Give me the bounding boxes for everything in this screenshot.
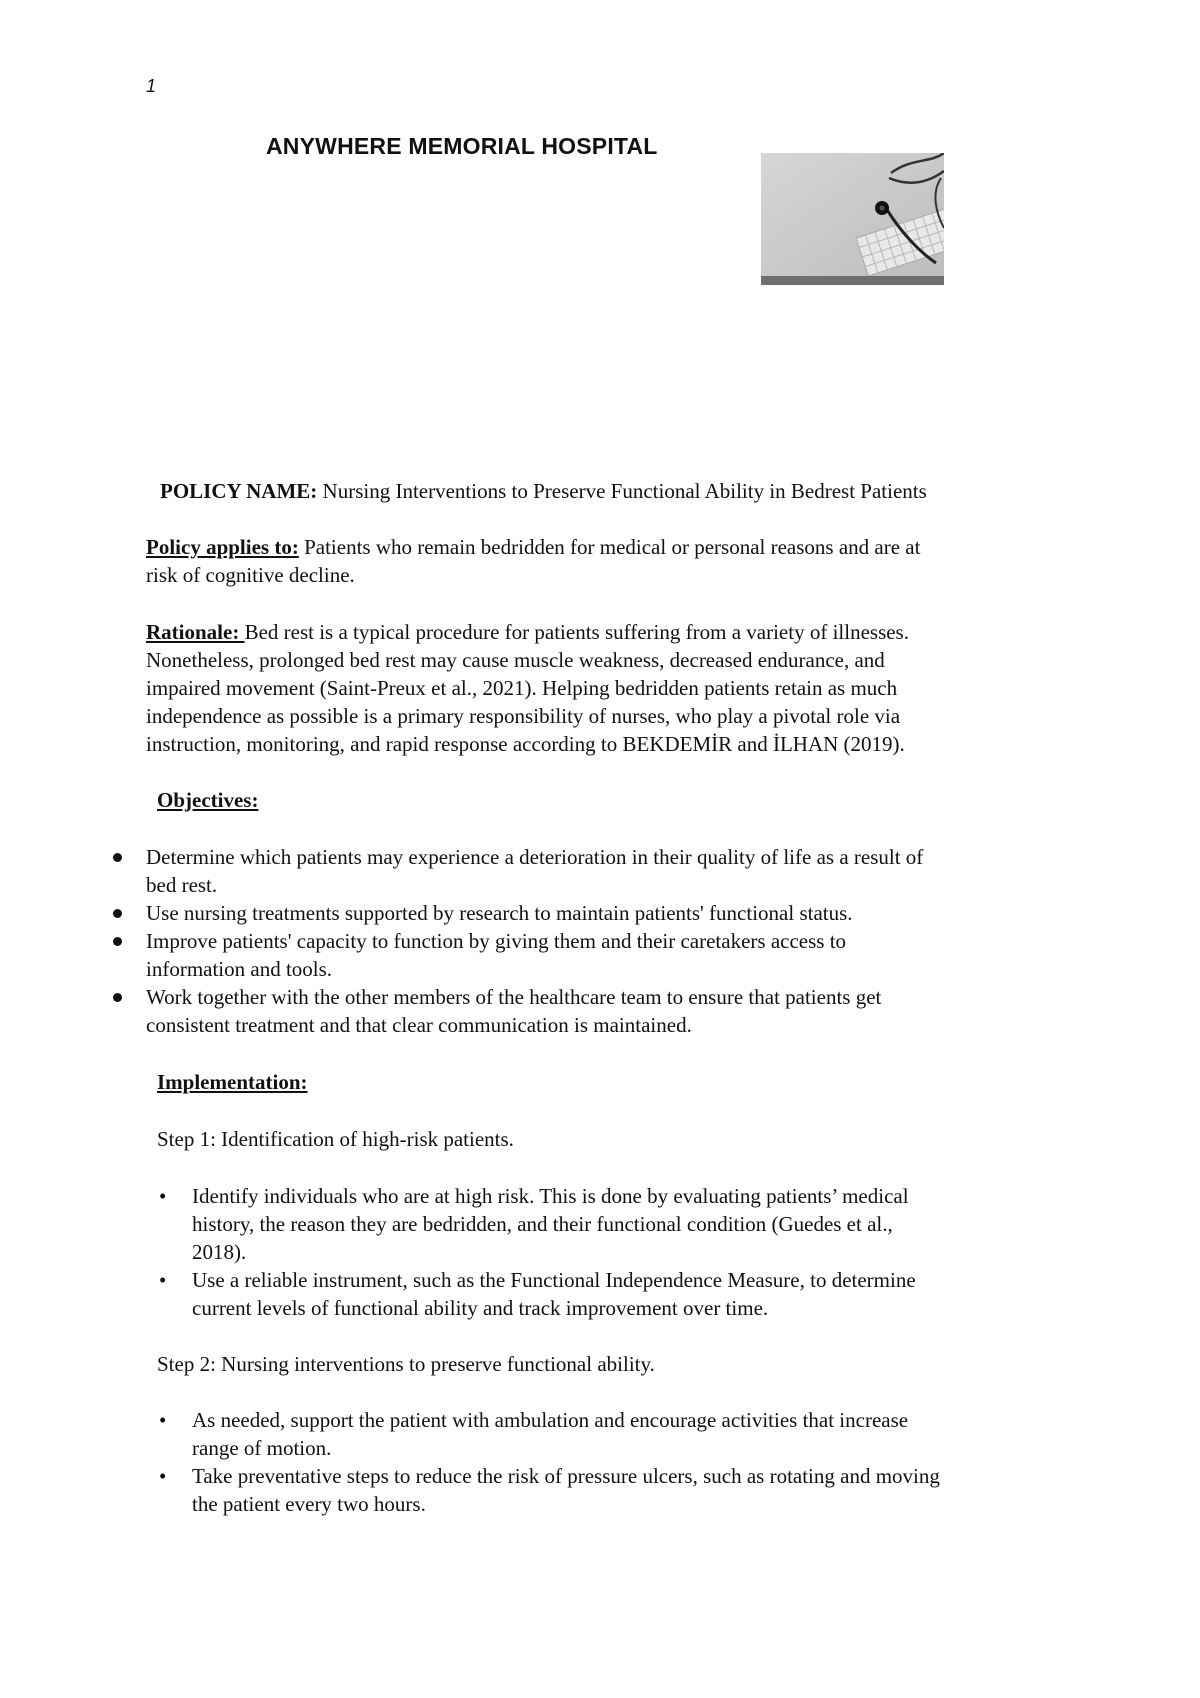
rationale-line1: Bed rest is a typical procedure for patients suffering from a variety of illnesses. [244, 620, 909, 644]
rationale [146, 618, 1081, 758]
bullet-icon: • [159, 1464, 167, 1488]
objectives-list [146, 843, 1081, 1039]
step2-title: Step 2: Nursing interventions to preserve functional ability. [157, 1352, 655, 1376]
rationale-label: Rationale: [146, 620, 245, 644]
objectives-heading: Objectives: [157, 788, 259, 812]
rationale-line3: impaired movement (Saint-Preux et al., 2021). Helping bedridden patients retain as much [146, 676, 898, 700]
rationale-line2: Nonetheless, prolonged bed rest may cause muscle weakness, decreased endurance, and [146, 648, 885, 672]
rationale-line5: instruction, monitoring, and rapid response according to BEKDEMİR and İLHAN (2019). [146, 732, 905, 756]
bullet-icon [113, 937, 122, 946]
step1-title: Step 1: Identification of high-risk patients. [157, 1127, 514, 1151]
bullet-icon: • [159, 1184, 167, 1208]
bullet-icon: • [159, 1268, 167, 1292]
policy-name-value: Nursing Interventions to Preserve Functional Ability in Bedrest Patients [317, 479, 927, 503]
step2-list [159, 1406, 1082, 1518]
list-item: • As needed, support the patient with ambulation and encourage activities that increase range of motion. [159, 1408, 909, 1460]
bullet-icon [113, 909, 122, 918]
list-item: • Identify individuals who are at high risk. This is done by evaluating patients’ medical history, the reason they are bedridden, and their functional condition (Guedes et al., 2018). [159, 1184, 909, 1264]
policy-name [160, 477, 927, 505]
list-item: Use nursing treatments supported by research to maintain patients' functional status. [146, 899, 1081, 927]
list-item: Improve patients' capacity to function by giving them and their caretakers access to information and tools. [146, 927, 1081, 983]
policy-name-label: POLICY NAME: [160, 479, 318, 503]
page-number: 1 [146, 76, 157, 96]
applies-to-line1: Patients who remain bedridden for medical or personal reasons and are at [298, 535, 921, 559]
list-item: • Take preventative steps to reduce the risk of pressure ulcers, such as rotating and moving the patient every two hours. [159, 1464, 940, 1516]
list-item: • Use a reliable instrument, such as the Functional Independence Measure, to determine current levels of functional ability and track improvement over time. [159, 1268, 916, 1320]
bullet-icon [113, 993, 122, 1002]
hospital-name: ANYWHERE MEMORIAL HOSPITAL [266, 133, 658, 159]
list-item: Work together with the other members of the healthcare team to ensure that patients get consistent treatment and that clear communication is maintained. [146, 983, 1081, 1039]
stethoscope-keyboard-photo [761, 153, 944, 285]
step1-list [159, 1182, 1082, 1322]
implementation-heading: Implementation: [157, 1070, 308, 1094]
policy-applies-to [146, 533, 1081, 589]
bullet-icon: • [159, 1408, 167, 1432]
applies-to-label: Policy applies to: [146, 535, 299, 559]
applies-to-line2: risk of cognitive decline. [146, 563, 355, 587]
rationale-line4: independence as possible is a primary responsibility of nurses, who play a pivotal role via [146, 704, 901, 728]
list-item: Determine which patients may experience a deterioration in their quality of life as a result of bed rest. [146, 843, 1081, 899]
bullet-icon [113, 853, 122, 862]
